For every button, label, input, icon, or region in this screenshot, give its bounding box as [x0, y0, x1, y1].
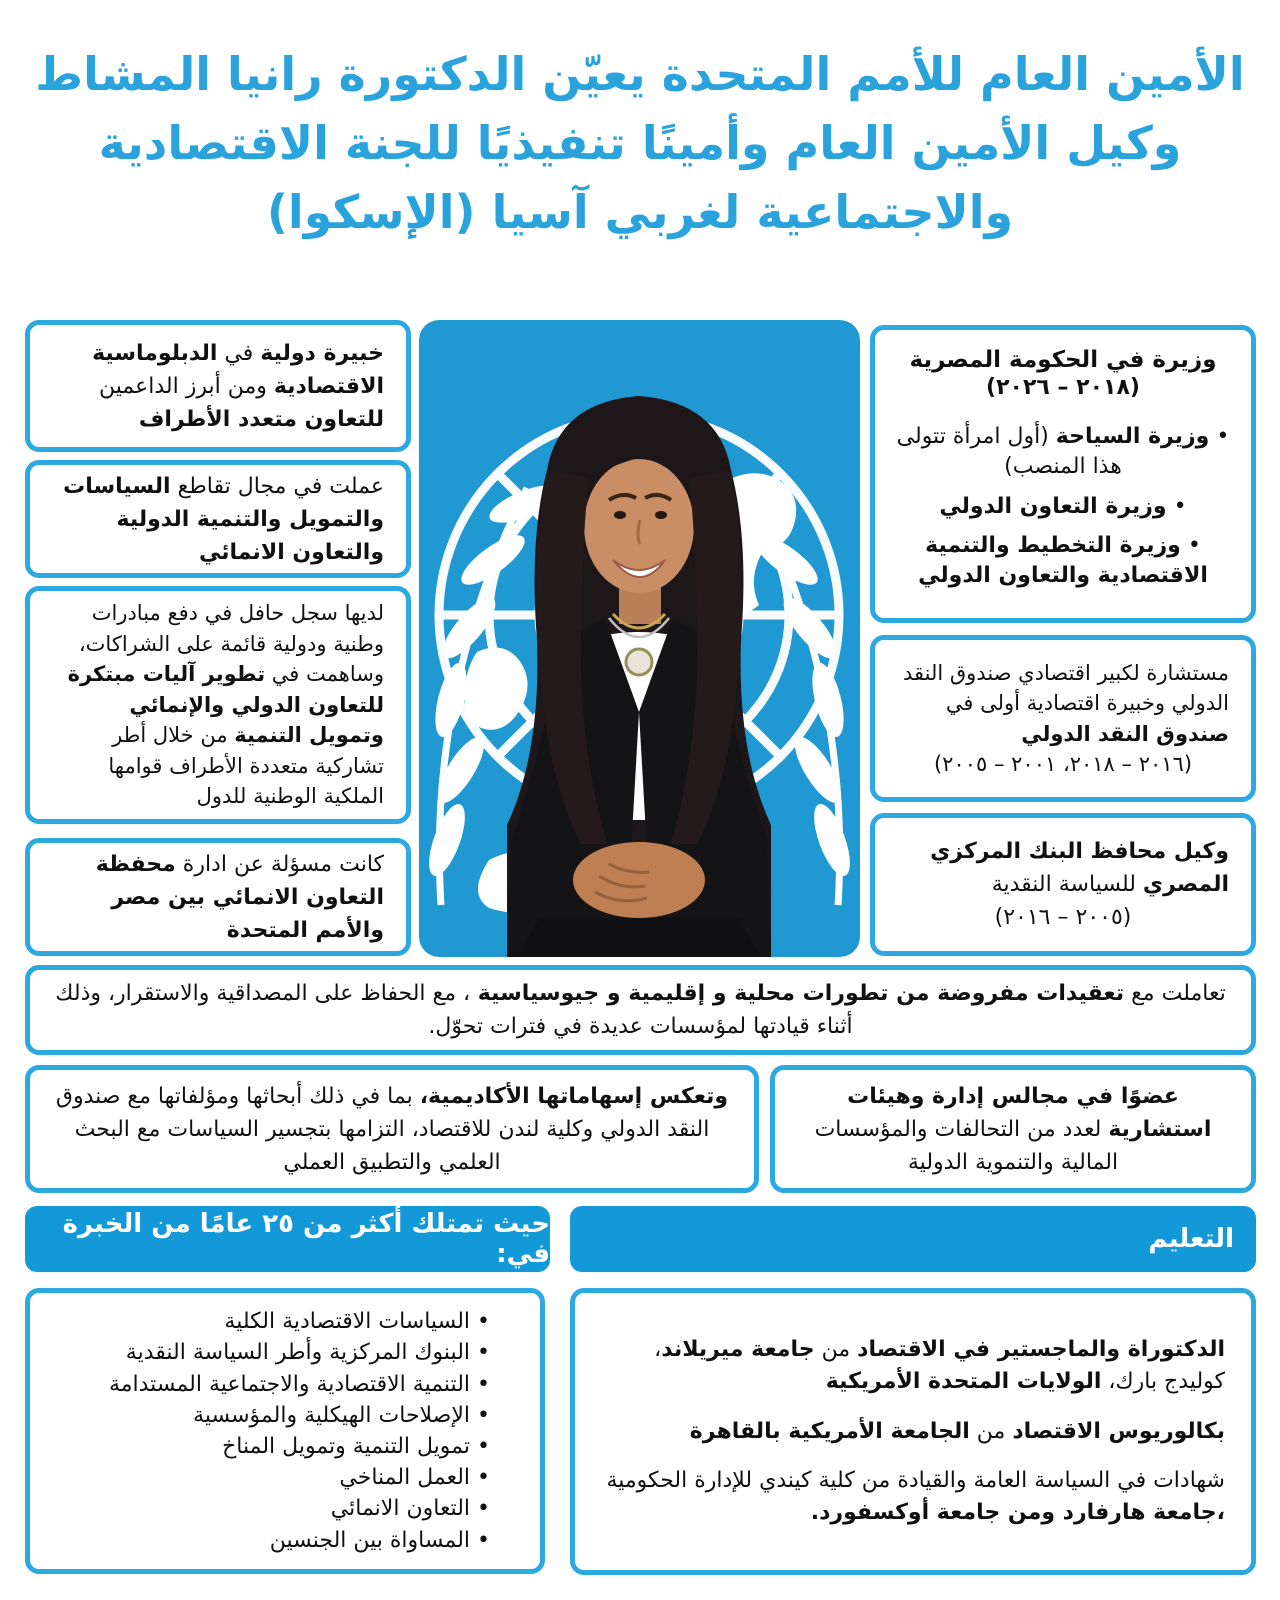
cbe-years: (٢٠٠٥ – ٢٠١٦) — [994, 905, 1132, 930]
box-experience-areas — [25, 1288, 545, 1574]
eye-left — [655, 511, 667, 519]
experience-item: • السياسات الاقتصادية الكلية — [46, 1306, 490, 1337]
minister-roles-list — [893, 412, 1233, 600]
necklace-pendant — [626, 649, 652, 675]
clasped-hands — [573, 842, 705, 918]
box-central-bank — [870, 813, 1256, 956]
experience-item: • المساواة بين الجنسين — [46, 1525, 490, 1556]
education-degree-phd: الدكتوراة والماجستير في الاقتصاد من جامعة ميريلاند، كوليدج بارك، الولايات المتحدة الأمريكية — [654, 1336, 1225, 1394]
eye-right — [614, 511, 626, 519]
box-imf-advisor — [870, 635, 1256, 802]
complexities-text: تعاملت مع تعقيدات مفروضة من تطورات محلية و إقليمية و جيوسياسية ، مع الحفاظ على المصداقية والاستقرار، وذلك أثناء قيادتها لمؤسسات عديدة في فترات تحوّل. — [55, 981, 1226, 1039]
minister-role-planning: • وزيرة التخطيط والتنمية الاقتصادية والتعاون الدولي — [893, 531, 1233, 590]
box-international-expertise — [25, 320, 411, 452]
page-title — [30, 40, 1250, 247]
experience-item: • تمويل التنمية وتمويل المناخ — [46, 1431, 490, 1462]
minister-heading: وزيرة في الحكومة المصرية — [909, 347, 1217, 374]
box-policy-finance-development — [25, 460, 411, 578]
education-header-bar — [570, 1206, 1256, 1272]
boards-text: عضوًا في مجالس إدارة وهيئات استشارية لعدد من التحالفات والمؤسسات المالية والتنموية الدولية — [814, 1083, 1212, 1175]
education-degree-bachelor: بكالوريوس الاقتصاد من الجامعة الأمريكية بالقاهرة — [689, 1418, 1225, 1444]
experience-item: • البنوك المركزية وأطر السياسة النقدية — [46, 1337, 490, 1368]
box-academic-contributions — [25, 1065, 759, 1193]
box-complex-transitions — [25, 965, 1256, 1055]
minister-role-tourism: • وزيرة السياحة (أول امرأة تتولى هذا المنصب) — [893, 422, 1233, 481]
box-board-memberships — [770, 1065, 1256, 1193]
experience-header-bar — [25, 1206, 550, 1272]
experience-item: • الإصلاحات الهيكلية والمؤسسية — [46, 1400, 490, 1431]
cbe-text: وكيل محافظ البنك المركزي المصري للسياسة النقدية — [930, 839, 1229, 897]
imf-text: مستشارة لكبير اقتصادي صندوق النقد الدولي وخبيرة اقتصادية أولى في صندوق النقد الدولي — [902, 660, 1229, 746]
title-line-3: والاجتماعية لغربي آسيا (الإسكوا) — [266, 185, 1014, 239]
legs — [517, 918, 761, 957]
imf-years: (٢٠١٦ – ٢٠١٨، ٢٠٠١ – ٢٠٠٥) — [933, 751, 1193, 776]
un-emblem-portrait-graphic — [419, 320, 860, 957]
worked-text: عملت في مجال تقاطع السياسات والتمويل والتنمية الدولية والتعاون الانمائي — [63, 473, 384, 565]
minister-years: (٢٠١٨ – ٢٠٢٦) — [986, 375, 1140, 401]
education-certificates: شهادات في السياسة العامة والقيادة من كلية كيندي للإدارة الحكومية ،جامعة هارفارد ومن جامعة أوكسفورد. — [606, 1468, 1225, 1526]
experience-header-label: حيث تمتلك أكثر من ٢٥ عامًا من الخبرة في: — [62, 1209, 550, 1269]
experience-list — [46, 1306, 490, 1556]
academic-text: وتعكس إسهاماتها الأكاديمية، بما في ذلك أبحاثها ومؤلفاتها مع صندوق النقد الدولي وكلية لندن للاقتصاد، التزامها بتجسير السياسات مع البحث العلمي والتطبيق العملي — [55, 1083, 729, 1175]
title-line-2: وكيل الأمين العام وأمينًا تنفيذيًا للجنة الاقتصادية — [98, 116, 1182, 170]
box-education — [570, 1288, 1256, 1575]
title-line-1: الأمين العام للأمم المتحدة يعيّن الدكتورة رانيا المشاط — [35, 47, 1245, 101]
experience-item: • التنمية الاقتصادية والاجتماعية المستدامة — [46, 1369, 490, 1400]
experience-item: • التعاون الانمائي — [46, 1493, 490, 1524]
portrait-silhouette — [507, 396, 771, 957]
box-track-record — [25, 586, 411, 824]
portrait-photo — [419, 320, 860, 957]
portfolio-text: كانت مسؤلة عن ادارة محفظة التعاون الانمائي بين مصر والأمم المتحدة — [95, 851, 384, 943]
box-development-portfolio — [25, 838, 411, 956]
experience-item: • العمل المناخي — [46, 1462, 490, 1493]
education-header-label: التعليم — [1148, 1224, 1234, 1254]
record-text: لديها سجل حافل في دفع مبادرات وطنية ودولية قائمة على الشراكات، وساهمت في تطوير آليات مبتكرة للتعاون الدولي والإنمائي وتمويل التنمية من خلال أطر تشاركية متعددة الأطراف قوامها الملكية الوطنية للدول — [67, 601, 384, 809]
minister-role-cooperation: • وزيرة التعاون الدولي — [893, 492, 1233, 522]
box-egyptian-minister — [870, 325, 1256, 623]
expertise-text: خبيرة دولية في الدبلوماسية الاقتصادية ومن أبرز الداعمين للتعاون متعدد الأطراف — [92, 340, 384, 432]
